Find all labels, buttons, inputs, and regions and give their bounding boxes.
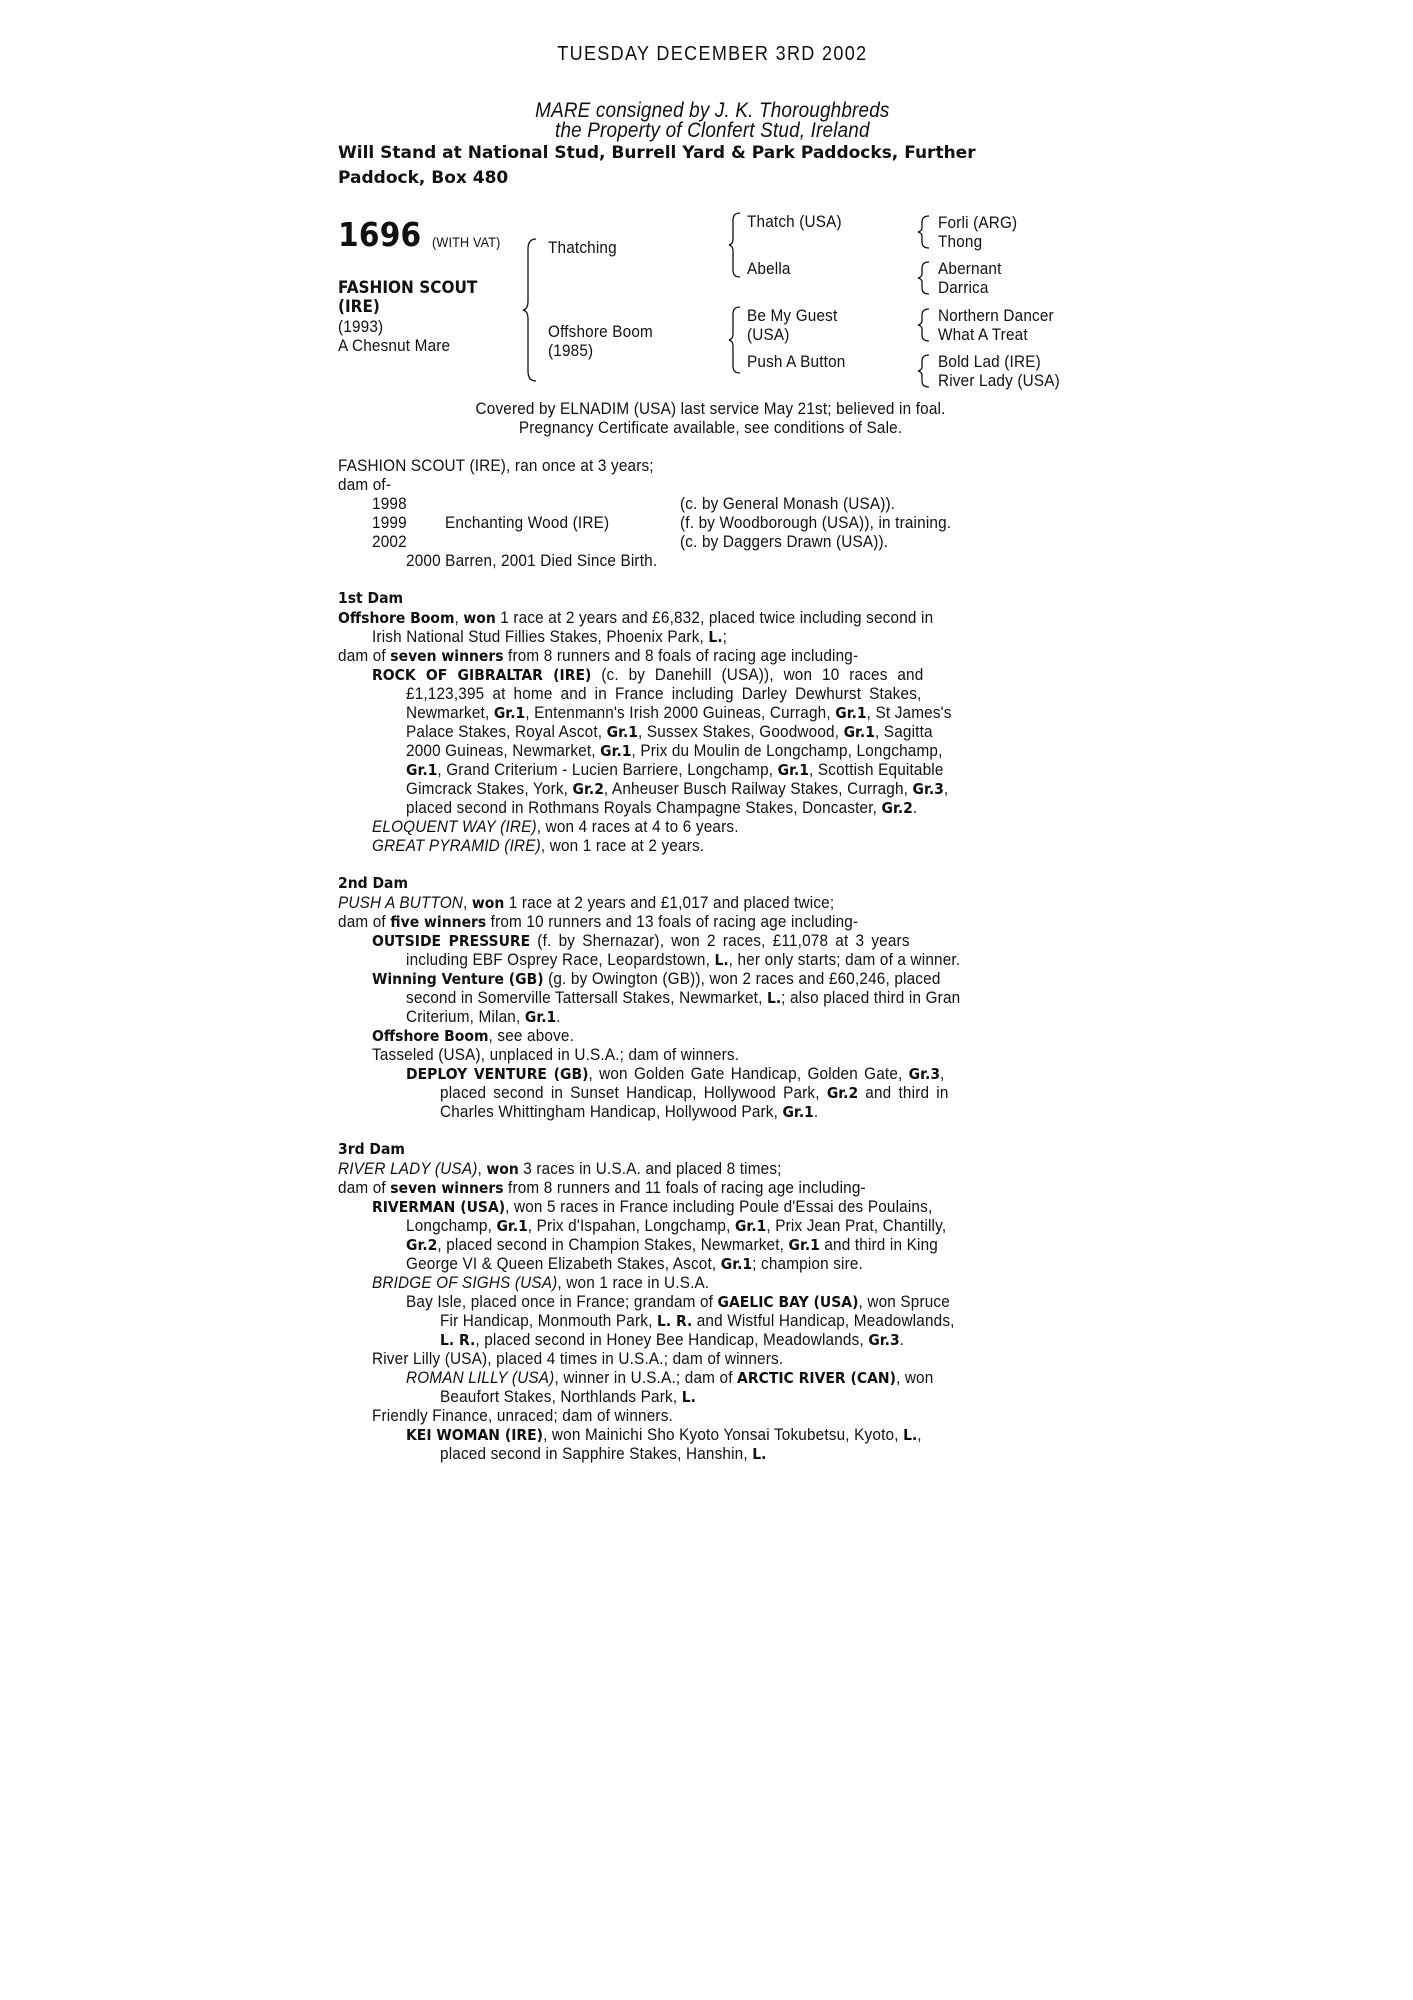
- produce-year-1998: 1998: [372, 494, 407, 513]
- riverman-line-1: RIVERMAN (USA), won 5 races in France including Poule d'Essai des Poulains,: [372, 1197, 933, 1216]
- great-pyramid-line: GREAT PYRAMID (IRE), won 1 race at 2 years.: [372, 836, 705, 855]
- dam-sire: Be My Guest: [747, 306, 838, 325]
- horse-name-suffix: (IRE): [338, 297, 380, 317]
- produce-note-2002: (c. by Daggers Drawn (USA)).: [680, 532, 889, 551]
- rock-of-gibraltar-line-7: Gimcrack Stakes, York, Gr.2, Anheuser Busch Railway Stakes, Curragh, Gr.3,: [406, 779, 949, 798]
- produce-intro: FASHION SCOUT (IRE), ran once at 3 years;: [338, 456, 654, 475]
- first-dam-line-3: dam of seven winners from 8 runners and 8 foals of racing age including-: [338, 646, 859, 665]
- produce-note-1998: (c. by General Monash (USA)).: [680, 494, 896, 513]
- tasseled-line: Tasseled (USA), unplaced in U.S.A.; dam of winners.: [372, 1045, 740, 1064]
- produce-year-1999: 1999: [372, 513, 407, 532]
- offshore-boom-ref: Offshore Boom, see above.: [372, 1026, 575, 1045]
- winning-venture-line-3: Criterium, Milan, Gr.1.: [406, 1007, 561, 1026]
- kei-woman-line-1: KEI WOMAN (IRE), won Mainichi Sho Kyoto Yonsai Tokubetsu, Kyoto, L.,: [406, 1425, 922, 1444]
- produce-name-1999: Enchanting Wood (IRE): [445, 513, 610, 532]
- produce-dam-of: dam of-: [338, 475, 392, 494]
- deploy-venture-line-2: placed second in Sunset Handicap, Hollywood Park, Gr.2 and third in: [440, 1083, 949, 1102]
- third-gen-7: Bold Lad (IRE): [938, 352, 1041, 371]
- third-gen-8: River Lady (USA): [938, 371, 1060, 390]
- sale-date: TUESDAY DECEMBER 3RD 2002: [557, 43, 868, 65]
- sire: Thatching: [548, 238, 617, 257]
- stand-line-2: Paddock, Box 480: [338, 168, 509, 188]
- consignor-line: MARE consigned by J. K. Thoroughbreds: [535, 99, 890, 122]
- bridge-of-sighs-line: BRIDGE OF SIGHS (USA), won 1 race in U.S.A.: [372, 1273, 710, 1292]
- winning-venture-line-1: Winning Venture (GB) (g. by Owington (GB)), won 2 races and £60,246, placed: [372, 969, 941, 988]
- second-dam-line-1: PUSH A BUTTON, won 1 race at 2 years and £1,017 and placed twice;: [338, 893, 835, 912]
- river-lilly-line: River Lilly (USA), placed 4 times in U.S.A.; dam of winners.: [372, 1349, 784, 1368]
- roman-lilly-line-1: ROMAN LILLY (USA), winner in U.S.A.; dam of ARCTIC RIVER (CAN), won: [406, 1368, 934, 1387]
- dam-sire-suffix: (USA): [747, 325, 790, 344]
- sire-sire: Thatch (USA): [747, 212, 842, 231]
- pedigree-brace-g3: [917, 307, 931, 343]
- foaled-year: (1993): [338, 317, 384, 336]
- vat-note: (WITH VAT): [432, 234, 501, 250]
- first-dam-line-2: Irish National Stud Fillies Stakes, Phoenix Park, L.;: [372, 627, 728, 646]
- covered-line: Covered by ELNADIM (USA) last service May 21st; believed in foal.: [475, 399, 946, 418]
- friendly-finance-line: Friendly Finance, unraced; dam of winners.: [372, 1406, 673, 1425]
- pedigree-brace-g2: [917, 260, 931, 296]
- second-dam-line-2: dam of five winners from 10 runners and 13 foals of racing age including-: [338, 912, 859, 931]
- first-dam-heading: 1st Dam: [338, 589, 404, 607]
- third-gen-5: Northern Dancer: [938, 306, 1054, 325]
- dam-year: (1985): [548, 341, 594, 360]
- pregnancy-line: Pregnancy Certificate available, see conditions of Sale.: [518, 418, 903, 437]
- pedigree-brace-g1: [917, 214, 931, 250]
- stand-line-1: Will Stand at National Stud, Burrell Yard & Park Paddocks, Further: [338, 143, 976, 163]
- property-line: the Property of Clonfert Stud, Ireland: [555, 119, 870, 142]
- third-dam-line-2: dam of seven winners from 8 runners and 11 foals of racing age including-: [338, 1178, 866, 1197]
- roman-lilly-line-2: Beaufort Stakes, Northlands Park, L.: [440, 1387, 696, 1406]
- pedigree-brace-main: [522, 237, 538, 383]
- third-gen-2: Thong: [938, 232, 983, 251]
- second-dam-heading: 2nd Dam: [338, 874, 409, 892]
- rock-of-gibraltar-line-4: Palace Stakes, Royal Ascot, Gr.1, Sussex Stakes, Goodwood, Gr.1, Sagitta: [406, 722, 933, 741]
- dam-dam: Push A Button: [747, 352, 846, 371]
- winning-venture-line-2: second in Somerville Tattersall Stakes, Newmarket, L.; also placed third in Gran: [406, 988, 961, 1007]
- rock-of-gibraltar-line-2: £1,123,395 at home and in France including Darley Dewhurst Stakes,: [406, 684, 922, 703]
- sire-dam: Abella: [747, 259, 791, 278]
- third-gen-4: Darrica: [938, 278, 989, 297]
- rock-of-gibraltar-line-3: Newmarket, Gr.1, Entenmann's Irish 2000 Guineas, Curragh, Gr.1, St James's: [406, 703, 952, 722]
- lot-number: 1696: [338, 215, 422, 254]
- produce-note-1999: (f. by Woodborough (USA)), in training.: [680, 513, 952, 532]
- bay-isle-line-3: L. R., placed second in Honey Bee Handicap, Meadowlands, Gr.3.: [440, 1330, 905, 1349]
- riverman-line-2: Longchamp, Gr.1, Prix d'Ispahan, Longchamp, Gr.1, Prix Jean Prat, Chantilly,: [406, 1216, 947, 1235]
- riverman-line-3: Gr.2, placed second in Champion Stakes, Newmarket, Gr.1 and third in King: [406, 1235, 938, 1254]
- outside-pressure-line-1: OUTSIDE PRESSURE (f. by Shernazar), won 2 races, £11,078 at 3 years: [372, 931, 910, 950]
- produce-barren: 2000 Barren, 2001 Died Since Birth.: [406, 551, 658, 570]
- first-dam-line-1: Offshore Boom, won 1 race at 2 years and £6,832, placed twice including second in: [338, 608, 934, 627]
- pedigree-brace-sire: [728, 211, 742, 279]
- dam: Offshore Boom: [548, 322, 653, 341]
- kei-woman-line-2: placed second in Sapphire Stakes, Hanshin, L.: [440, 1444, 767, 1463]
- rock-of-gibraltar-line-5: 2000 Guineas, Newmarket, Gr.1, Prix du Moulin de Longchamp, Longchamp,: [406, 741, 943, 760]
- bay-isle-line-1: Bay Isle, placed once in France; grandam of GAELIC BAY (USA), won Spruce: [406, 1292, 950, 1311]
- rock-of-gibraltar-line-6: Gr.1, Grand Criterium - Lucien Barriere, Longchamp, Gr.1, Scottish Equitable: [406, 760, 944, 779]
- deploy-venture-line-3: Charles Whittingham Handicap, Hollywood Park, Gr.1.: [440, 1102, 819, 1121]
- horse-description: A Chesnut Mare: [338, 336, 451, 355]
- riverman-line-4: George VI & Queen Elizabeth Stakes, Ascot, Gr.1; champion sire.: [406, 1254, 864, 1273]
- third-gen-1: Forli (ARG): [938, 213, 1018, 232]
- third-gen-3: Abernant: [938, 259, 1002, 278]
- eloquent-way-line: ELOQUENT WAY (IRE), won 4 races at 4 to 6 years.: [372, 817, 739, 836]
- bay-isle-line-2: Fir Handicap, Monmouth Park, L. R. and Wistful Handicap, Meadowlands,: [440, 1311, 955, 1330]
- deploy-venture-line-1: DEPLOY VENTURE (GB), won Golden Gate Handicap, Golden Gate, Gr.3,: [406, 1064, 945, 1083]
- horse-name: FASHION SCOUT: [338, 278, 478, 298]
- rock-of-gibraltar-line-1: ROCK OF GIBRALTAR (IRE) (c. by Danehill (USA)), won 10 races and: [372, 665, 924, 684]
- third-gen-6: What A Treat: [938, 325, 1028, 344]
- third-dam-heading: 3rd Dam: [338, 1140, 405, 1158]
- outside-pressure-line-2: including EBF Osprey Race, Leopardstown, L., her only starts; dam of a winner.: [406, 950, 961, 969]
- produce-year-2002: 2002: [372, 532, 407, 551]
- rock-of-gibraltar-line-8: placed second in Rothmans Royals Champagne Stakes, Doncaster, Gr.2.: [406, 798, 918, 817]
- pedigree-brace-g4: [917, 353, 931, 389]
- pedigree-brace-dam: [728, 305, 742, 375]
- third-dam-line-1: RIVER LADY (USA), won 3 races in U.S.A. and placed 8 times;: [338, 1159, 782, 1178]
